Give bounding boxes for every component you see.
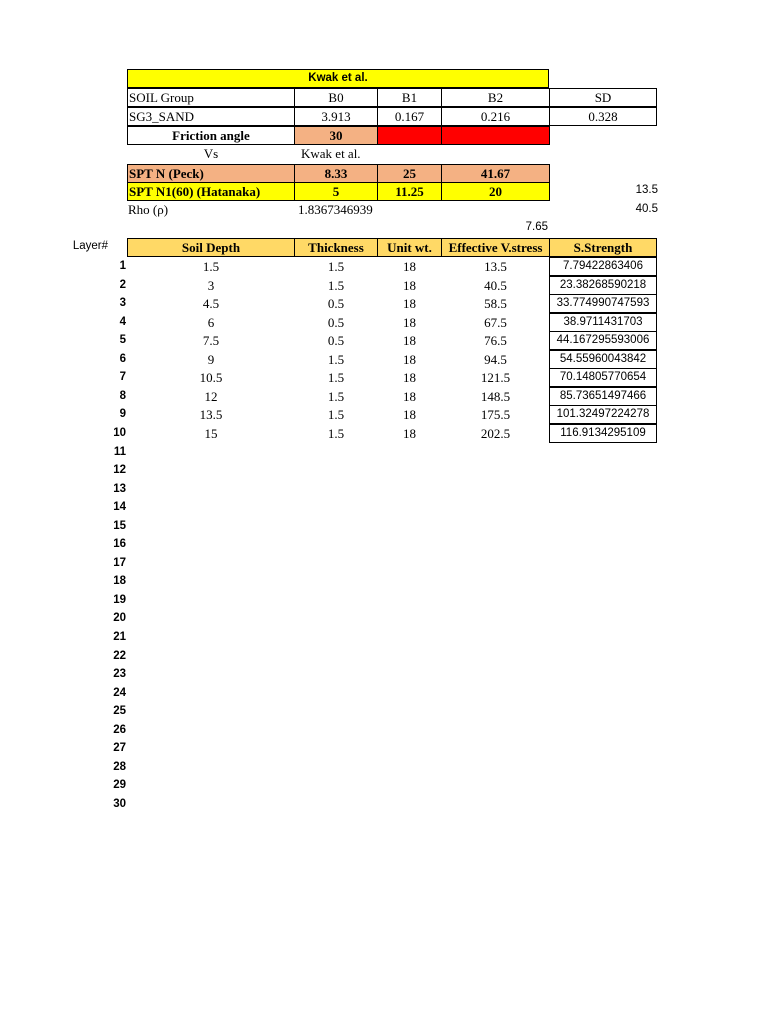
layer-number: 30 xyxy=(113,798,126,810)
friction-angle-label: Friction angle xyxy=(127,126,295,145)
side-value-1: 13.5 xyxy=(635,184,658,196)
b1-value: 0.167 xyxy=(377,107,442,126)
cell-thickness: 0.5 xyxy=(327,315,345,330)
cell-s-strength: 85.73651497466 xyxy=(549,387,657,406)
layer-number: 29 xyxy=(113,779,126,791)
spt-hatanaka-label: SPT N1(60) (Hatanaka) xyxy=(127,182,295,201)
layer-number: 11 xyxy=(113,446,126,458)
cell-effective-vstress: 67.5 xyxy=(484,315,507,330)
layer-number: 5 xyxy=(119,334,126,346)
red-cell-1 xyxy=(377,126,442,145)
cell-effective-vstress: 94.5 xyxy=(484,352,507,367)
soil-group-name: SG3_SAND xyxy=(127,107,295,126)
red-cell-2 xyxy=(441,126,550,145)
cell-unit-weight: 18 xyxy=(403,370,416,385)
layer-number: 25 xyxy=(113,705,126,717)
cell-soil-depth: 4.5 xyxy=(202,296,220,311)
cell-unit-weight: 18 xyxy=(403,259,416,274)
b2-header: B2 xyxy=(441,88,550,107)
cell-unit-weight: 18 xyxy=(403,296,416,311)
layer-number: 14 xyxy=(113,501,126,513)
layer-number: 21 xyxy=(113,631,126,643)
sheet-title: Kwak et al. xyxy=(127,69,549,88)
cell-unit-weight: 18 xyxy=(403,389,416,404)
cell-thickness: 1.5 xyxy=(327,352,345,367)
sd-header: SD xyxy=(549,88,657,107)
cell-thickness: 1.5 xyxy=(327,278,345,293)
cell-s-strength: 23.38268590218 xyxy=(549,276,657,295)
b0-header: B0 xyxy=(294,88,378,107)
col-s-strength: S.Strength xyxy=(549,238,657,257)
soil-group-label: SOIL Group xyxy=(127,88,295,107)
cell-soil-depth: 1.5 xyxy=(202,259,220,274)
cell-effective-vstress: 175.5 xyxy=(480,407,511,422)
cell-thickness: 1.5 xyxy=(327,370,345,385)
layer-number: 7 xyxy=(119,371,126,383)
cell-effective-vstress: 202.5 xyxy=(480,426,511,441)
vs-method: Kwak et al. xyxy=(301,146,361,161)
layer-number: 28 xyxy=(113,761,126,773)
layer-number: 15 xyxy=(113,520,126,532)
layer-number: 27 xyxy=(113,742,126,754)
layer-number-label: Layer# xyxy=(72,240,108,252)
cell-s-strength: 116.9134295109 xyxy=(549,424,657,443)
cell-s-strength: 33.774990747593 xyxy=(549,294,657,313)
side-value-2: 40.5 xyxy=(635,203,658,215)
layer-number: 6 xyxy=(119,353,126,365)
cell-soil-depth: 10.5 xyxy=(199,370,223,385)
cell-effective-vstress: 121.5 xyxy=(480,370,511,385)
layer-number: 23 xyxy=(113,668,126,680)
cell-effective-vstress: 13.5 xyxy=(484,259,507,274)
vs-label: Vs xyxy=(203,146,219,161)
layer-number: 13 xyxy=(113,483,126,495)
cell-thickness: 1.5 xyxy=(327,407,345,422)
spt-hatanaka-value-1: 5 xyxy=(294,182,378,201)
layer-number: 9 xyxy=(119,408,126,420)
rho-label: Rho (ρ) xyxy=(128,202,169,217)
rho-value: 1.8367346939 xyxy=(298,202,373,217)
cell-soil-depth: 12 xyxy=(204,389,218,404)
b1-header: B1 xyxy=(377,88,442,107)
cell-soil-depth: 13.5 xyxy=(199,407,223,422)
spt-hatanaka-value-2: 11.25 xyxy=(377,182,442,201)
col-thickness: Thickness xyxy=(294,238,378,257)
layer-number: 16 xyxy=(113,538,126,550)
spt-peck-value-3: 41.67 xyxy=(441,164,550,183)
layer-number: 8 xyxy=(119,390,126,402)
layer-number: 26 xyxy=(113,724,126,736)
cell-s-strength: 38.9711431703 xyxy=(549,313,657,332)
b0-value: 3.913 xyxy=(294,107,378,126)
cell-unit-weight: 18 xyxy=(403,426,416,441)
b2-value: 0.216 xyxy=(441,107,550,126)
cell-thickness: 1.5 xyxy=(327,389,345,404)
cell-s-strength: 101.32497224278 xyxy=(549,405,657,424)
friction-angle-value: 30 xyxy=(294,126,378,145)
layer-number: 17 xyxy=(113,557,126,569)
cell-soil-depth: 7.5 xyxy=(202,333,220,348)
layer-number: 22 xyxy=(113,650,126,662)
cell-s-strength: 54.55960043842 xyxy=(549,350,657,369)
layer-number: 10 xyxy=(113,427,126,439)
layer-number: 3 xyxy=(119,297,126,309)
spt-hatanaka-value-3: 20 xyxy=(441,182,550,201)
cell-thickness: 1.5 xyxy=(327,426,345,441)
cell-unit-weight: 18 xyxy=(403,278,416,293)
spt-peck-value-1: 8.33 xyxy=(294,164,378,183)
cell-unit-weight: 18 xyxy=(403,352,416,367)
layer-number: 19 xyxy=(113,594,126,606)
cell-s-strength: 7.79422863406 xyxy=(549,257,657,276)
cell-s-strength: 44.167295593006 xyxy=(549,331,657,350)
layer-number: 18 xyxy=(113,575,126,587)
cell-effective-vstress: 58.5 xyxy=(484,296,507,311)
cell-s-strength: 70.14805770654 xyxy=(549,368,657,387)
spt-peck-value-2: 25 xyxy=(377,164,442,183)
sd-value: 0.328 xyxy=(549,107,657,126)
layer-number: 24 xyxy=(113,687,126,699)
cell-soil-depth: 9 xyxy=(207,352,215,367)
cell-unit-weight: 18 xyxy=(403,407,416,422)
spt-peck-label: SPT N (Peck) xyxy=(127,164,295,183)
layer-number: 20 xyxy=(113,612,126,624)
layer-number: 4 xyxy=(119,316,126,328)
cell-thickness: 0.5 xyxy=(327,296,345,311)
cell-soil-depth: 6 xyxy=(207,315,215,330)
cell-effective-vstress: 148.5 xyxy=(480,389,511,404)
layer-number: 12 xyxy=(113,464,126,476)
col-soil-depth: Soil Depth xyxy=(127,238,295,257)
cell-unit-weight: 18 xyxy=(403,315,416,330)
layer-number: 2 xyxy=(119,279,126,291)
cell-thickness: 1.5 xyxy=(327,259,345,274)
col-unit-weight: Unit wt. xyxy=(377,238,442,257)
cell-soil-depth: 15 xyxy=(204,426,218,441)
misc-value: 7.65 xyxy=(525,221,548,233)
cell-effective-vstress: 40.5 xyxy=(484,278,507,293)
layer-number: 1 xyxy=(119,260,126,272)
cell-soil-depth: 3 xyxy=(207,278,215,293)
col-effective-vstress: Effective V.stress xyxy=(441,238,550,257)
cell-thickness: 0.5 xyxy=(327,333,345,348)
cell-unit-weight: 18 xyxy=(403,333,416,348)
cell-effective-vstress: 76.5 xyxy=(484,333,507,348)
